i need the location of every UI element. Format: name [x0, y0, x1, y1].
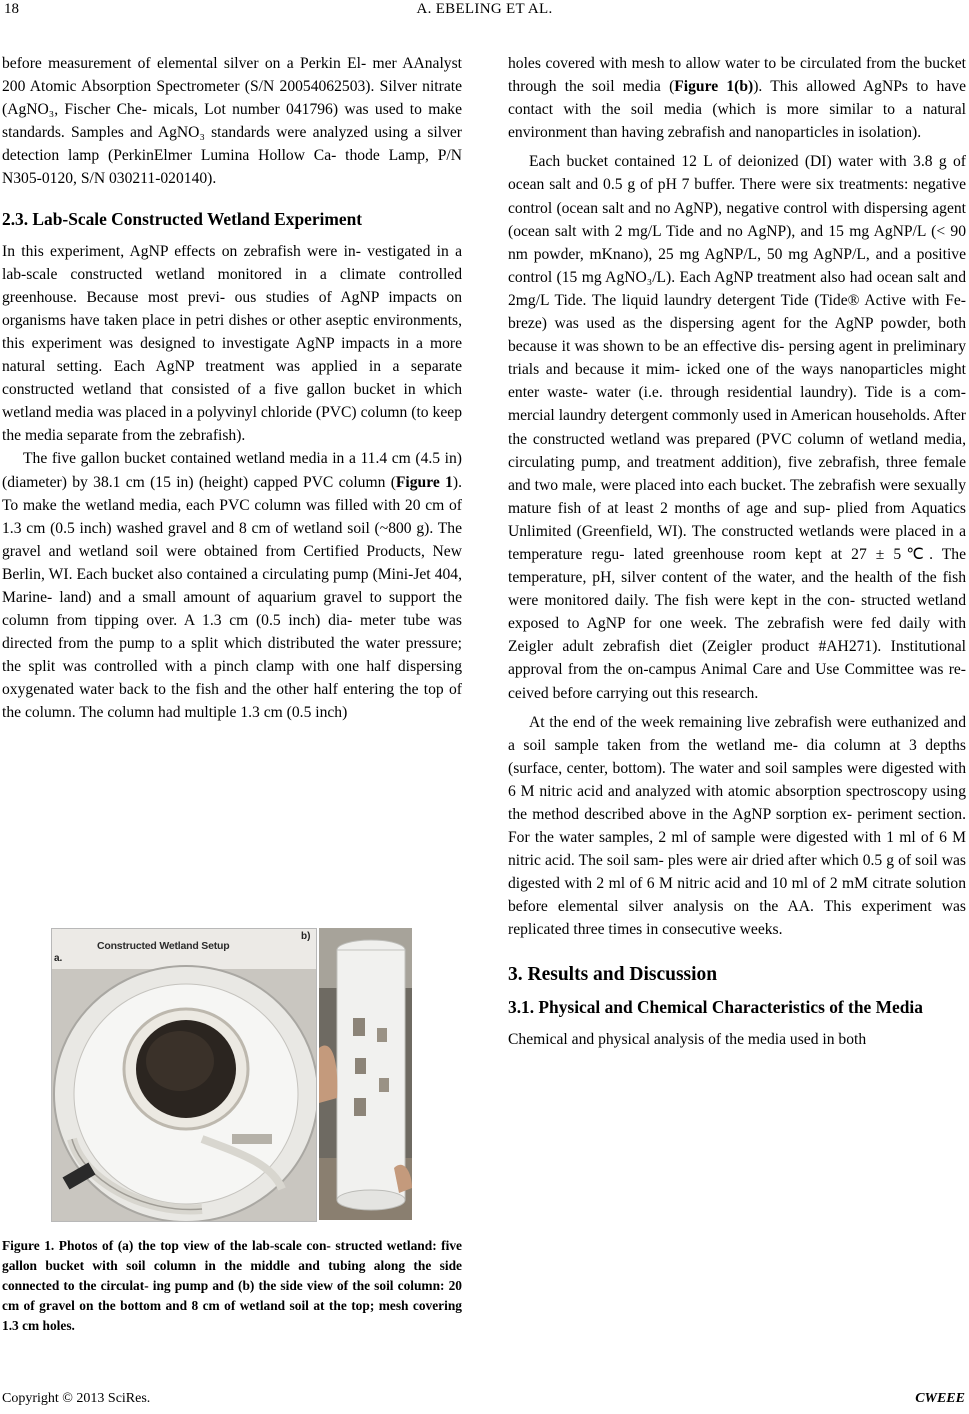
panel-a-title: Constructed Wetland Setup — [97, 940, 230, 952]
text-run: The five gallon bucket contained wetland media in a 11.4 cm (4.5 in) (diameter) by 38.1 cm (15 in) (height) capped PVC column ( — [2, 450, 462, 491]
subsection-heading: 3.1. Physical and Chemical Characteristics of the Media — [508, 996, 923, 1017]
figure-caption: Figure 1. Photos of (a) the top view of the lab-scale con- structed wetland: five gallon bucket with soil column in the middle and tubing along the side connected to the circulat- ing pump and (b) the side view of the soil column: 20 cm of gravel on the bottom and 8 cm of wetland soil at the top; mesh covering 1.3 cm holes. — [2, 1238, 462, 1334]
text-run: holes covered with mesh to allow water to be circulated from the bucket through the soil media ( — [508, 55, 966, 96]
text-run: ). This allowed AgNPs to have contact with the soil media (which is more similar to a natural environment than having zebrafish and nanoparticles in isolation). — [508, 78, 966, 142]
figure-ref: Figure 1(b) — [674, 78, 754, 96]
photo-panel-a — [51, 928, 317, 1222]
paragraph — [2, 447, 462, 724]
paragraph — [508, 52, 966, 144]
paragraph: Each bucket contained 12 L of deionized (DI) water with 3.8 g of ocean salt and 0.5 g of pH 7 buffer. There were six treatments: negative control (ocean salt and no AgNP), negative control with dispersing agent (ocean salt with 2 mg/L Tide and no AgNP), and 15 mg AgNP/L (< 90 nm powder, mKnano), 25 mg AgNP/L, 50 mg AgNP/L, and a positive control (15 mg AgNO₃/L). Each AgNP treatment also had ocean salt and 2mg/L Tide. The liquid laundry detergent Tide (Tide® Active with Fe- breze) was used as the dispersing agent for the AgNP powder, both because it was shown to be an effective dis- persing agent in preliminary trials and because it mim- icked one of the ways nanoparticles might enter waste- water (i.e. through residential laundry). Tide is a com- mercial laundry detergent commonly used in American households. After the constructed wetland was prepared (PVC column of wetland media, circulating pump, and treatment addition), five zebrafish, three female and two male, were placed into each bucket. The zebrafish were sexually mature fish of at least 2 months of age and sup- plied from Aquatics Unlimited (Greenfield, WI). The constructed wetlands were placed in a temperature regu- lated greenhouse room kept at 27 ± 5℃. The temperature, pH, silver content of the water, and the health of the fish were monitored daily. The fish were kept in the con- structed wetland exposed to AgNP for one week. The zebrafish were fed daily with Zeigler adult zebrafish diet (Zeigler product #AH271). Institutional approval from the on-campus Animal Care and Use Committee was re- ceived before carrying out this research. — [508, 153, 966, 702]
journal-name: CWEEE — [915, 1391, 965, 1406]
copyright: Copyright © 2013 SciRes. — [2, 1391, 151, 1406]
running-title: A. EBELING ET AL. — [416, 1, 553, 17]
figure-1 — [51, 928, 413, 1222]
figure-ref: Figure 1 — [395, 473, 453, 491]
panel-a-label: a. — [54, 953, 63, 964]
page-number: 18 — [4, 1, 19, 17]
paragraph: Chemical and physical analysis of the media used in both — [508, 1030, 867, 1048]
paragraph: In this experiment, AgNP effects on zebrafish were in- vestigated in a lab-scale constructed wetland monitored in a climate controlled greenhouse. Because most previ- ous studies of AgNP impacts on organisms have taken place in petri dishes or other aseptic environments, this experiment was designed to investigate AgNP impacts in a more natural setting. Each AgNP treatment was applied in a separate constructed wetland that consisted of a five gallon bucket in which wetland media was placed in a polyvinyl chloride (PVC) column (to keep the media separate from the zebrafish). — [2, 242, 462, 445]
bucket-photo — [52, 929, 316, 1221]
left-column — [2, 52, 462, 725]
panel-b-label: b) — [301, 931, 311, 942]
text-run: ). To make the wetland media, each PVC column was filled with 20 cm of 1.3 cm (0.5 inch) washed gravel and 8 cm of wetland soil (~800 g). The gravel and wetland soil were obtained from Certified Products, New Berlin, WI. Each bucket also contained a circulating pump (Mini-Jet 404, Marine- land) and a small amount of aquarium gravel to support the column from tipping over. A 1.3 cm (0.5 inch) dia- meter tube was directed from the pump to a split which distributed the water pressure; the split was controlled with a pinch clamp with one half dispersing oxygenated water back to the fish and the other half entering the top of the column. The column had multiple 1.3 cm (0.5 inch) — [2, 473, 462, 722]
paragraph: At the end of the week remaining live zebrafish were euthanized and a soil sample taken from the wetland me- dia column at 3 depths (surface, center, bottom). The water and soil samples were digested with 6 M nitric acid and analyzed with atomic absorption spectroscopy using the method described above in the AgNP sorption ex- periment section. For the water samples, 2 ml of sample were digested with 1 ml of 6 M nitric acid. The soil sam- ples were air dried after which 0.5 g of soil was digested with 2 ml of 6 M nitric acid and 10 ml of 2 mM citrate solution before elemental silver analysis on the AA. This experiment was replicated three times in consecutive weeks. — [508, 713, 966, 939]
column-photo — [319, 928, 412, 1220]
right-column — [508, 52, 966, 1051]
section-heading: 3. Results and Discussion — [508, 963, 718, 985]
section-heading: 2.3. Lab-Scale Constructed Wetland Experiment — [2, 208, 363, 229]
paragraph: before measurement of elemental silver on a Perkin El- mer AAnalyst 200 Atomic Absorption Spectrometer (S/N 20054062503). Silver nitrate (AgNO₃, Fischer Che- micals, Lot number 041796) was used to make standards. Samples and AgNO₃ standards were analyzed using a silver detection lamp (PerkinElmer Lumina Hollow Ca- thode Lamp, P/N N305-0120, S/N 030211-020140). — [2, 55, 462, 188]
photo-panel-b — [319, 928, 412, 1220]
